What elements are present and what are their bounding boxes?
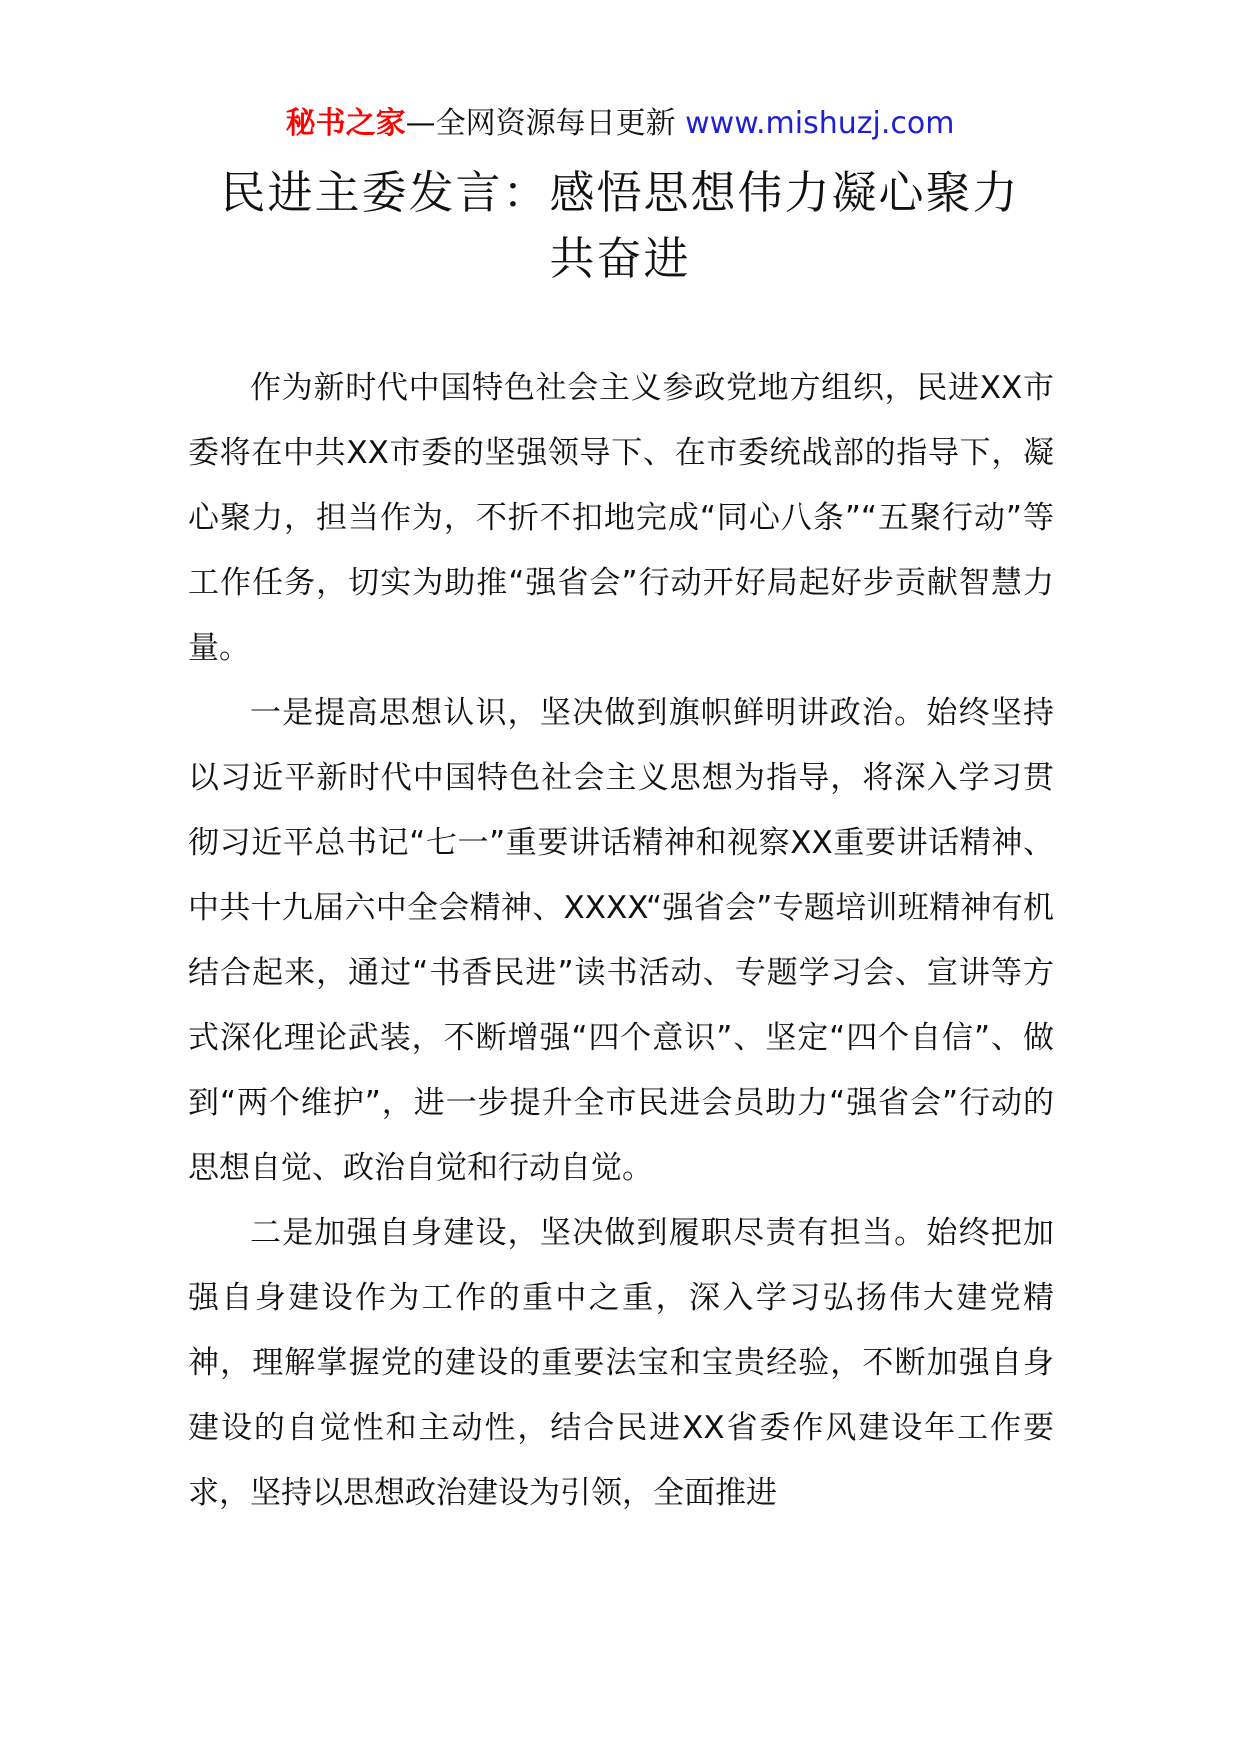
document-title-line-1: 民进主委发言：感悟思想伟力凝心聚力: [220, 166, 1020, 219]
site-url-link[interactable]: www.mishuzj.com: [685, 106, 955, 141]
body-paragraph: 一是提高思想认识，坚决做到旗帜鲜明讲政治。始终坚持以习近平新时代中国特色社会主义思想为指导，将深入学习贯彻习近平总书记“七一”重要讲话精神和视察XX重要讲话精神、中共十九届六中全会精神、XXXX“强省会”专题培训班精神有机结合起来，通过“书香民进”读书活动、专题学习会、宣讲等方式深化理论武装，不断增强“四个意识”、坚定“四个自信”、做到“两个维护”，进一步提升全市民进会员助力“强省会”行动的思想自觉、政治自觉和行动自觉。: [188, 695, 1054, 1186]
body-paragraph: 二是加强自身建设，坚决做到履职尽责有担当。始终把加强自身建设作为工作的重中之重，深入学习弘扬伟大建党精神，理解掌握党的建设的重要法宝和宝贵经验，不断加强自身建设的自觉性和主动性，结合民进XX省委作风建设年工作要求，坚持以思想政治建设为引领，全面推进: [188, 1215, 1054, 1511]
document-title-line-2: 共奋进: [549, 232, 691, 285]
document-title: [0, 160, 1240, 292]
site-header: [0, 102, 1240, 146]
site-brand: 秘书之家: [285, 106, 406, 141]
body-paragraph: 作为新时代中国特色社会主义参政党地方组织，民进XX市委将在中共XX市委的坚强领导下、在市委统战部的指导下，凝心聚力，担当作为，不折不扣地完成“同心八条”“五聚行动”等工作任务，切实为助推“强省会”行动开好局起好步贡献智慧力量。: [188, 370, 1054, 666]
document-body: [188, 356, 1054, 1526]
site-tagline: —全网资源每日更新: [405, 106, 676, 141]
